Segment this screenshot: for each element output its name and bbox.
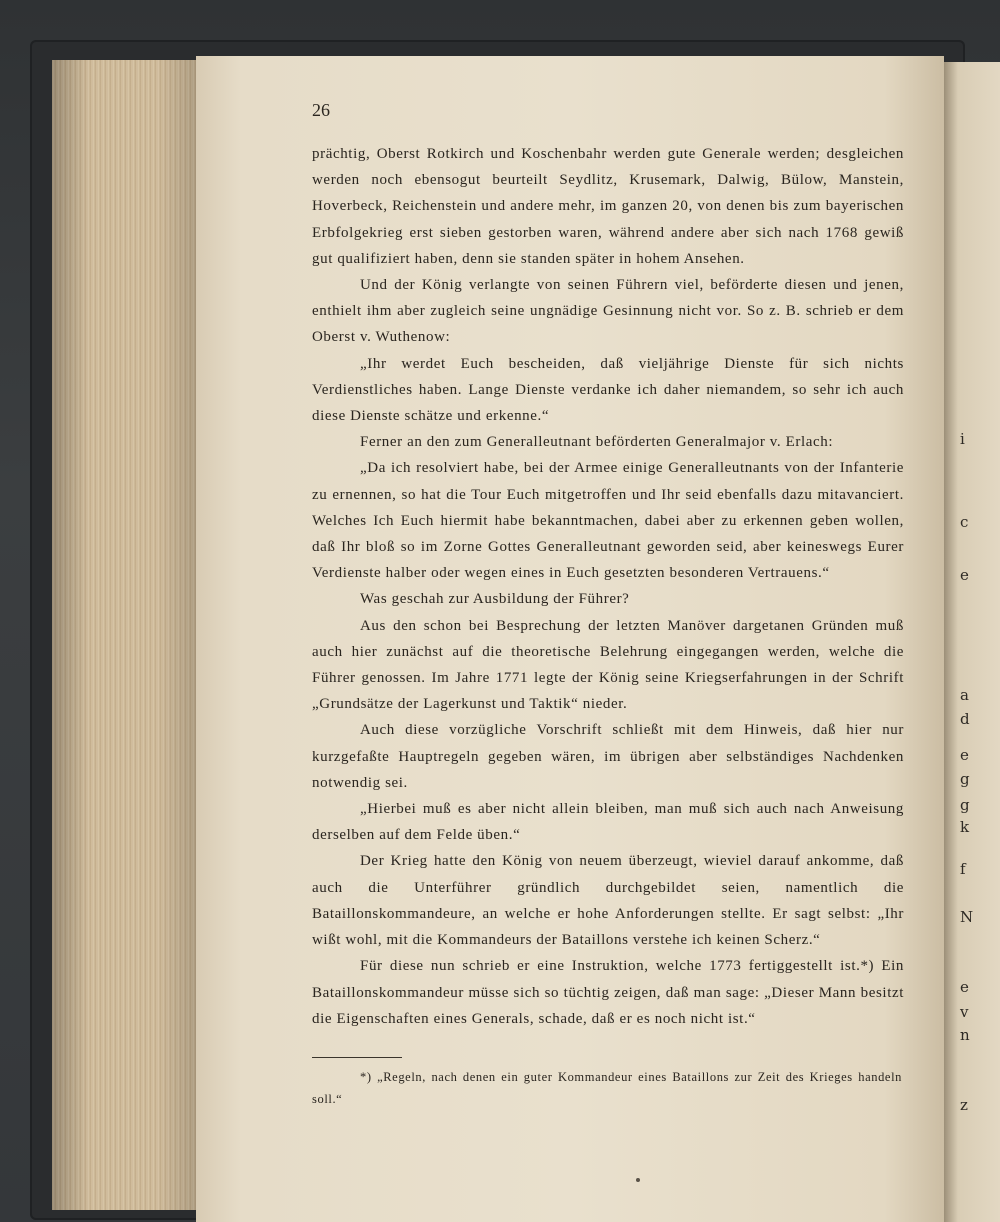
paragraph: Ferner an den zum Generalleutnant beförderten Generalmajor v. Erlach: (360, 434, 834, 451)
fragment: a (960, 686, 969, 704)
quotation: „Ihr werdet Euch bescheiden, daß vieljährige Dienste für sich nichts Verdienstliches haben. Lange Dienste verdanke ich daher niemandem, so sehr ich auch diese Dienste schätze und erkenne.“ (312, 355, 904, 425)
paragraph: prächtig, Oberst Rotkirch und Koschenbahr werden gute Generale werden; desgleichen werden noch ebensogut beurteilt Seydlitz, Krusemark, Dalwig, Bülow, Manstein, Hoverbeck, Reichenstein und andere mehr, im ganzen 20, von denen bis zum bayerischen Erbfolgekrieg erst sieben gestorben waren, während andere aber sich nach 1768 gewiß gut qualifiziert haben, denn sie standen später in hohem Ansehen. (312, 146, 904, 267)
fragment: N (960, 908, 974, 926)
fragment: e (960, 978, 969, 996)
paragraph: Der Krieg hatte den König von neuem überzeugt, wieviel darauf ankomme, daß auch die Unterführer gründlich durchgebildet seien, namentlich die Bataillonskommandeure, an welche er hohe Anforderungen stellte. Er sagt selbst: „Ihr wißt wohl, mit die Kommandeurs der Bataillons verstehe ich keinen Scherz.“ (312, 853, 904, 949)
body-text (312, 141, 904, 1032)
fragment: v (960, 1003, 969, 1021)
paragraph: Aus den schon bei Besprechung der letzten Manöver dargetanen Gründen muß auch hier zunächst auf die theoretische Belehrung eingegangen werden, welche die Führer genossen. Im Jahre 1771 legte der König seine Kriegserfahrungen in der Schrift „Grundsätze der Lagerkunst und Taktik“ nieder. (312, 617, 904, 713)
paragraph: Auch diese vorzügliche Vorschrift schließt mit dem Hinweis, daß hier nur kurzgefaßte Hauptregeln gegeben wären, im übrigen aber selbständiges Nachdenken notwendig sei. (312, 722, 904, 791)
paper-speck (636, 1178, 640, 1182)
fragment: c (960, 513, 969, 531)
fragment: g (960, 770, 970, 788)
quotation: „Hierbei muß es aber nicht allein bleiben, man muß sich auch nach Anweisung derselben auf dem Felde üben.“ (312, 801, 904, 844)
fragment: k (960, 818, 970, 836)
paragraph: Was geschah zur Ausbildung der Führer? (360, 591, 630, 608)
fragment: e (960, 746, 969, 764)
footnote: *) „Regeln, nach denen ein guter Kommandeur eines Bataillons zur Zeit des Krieges handeln soll.“ (312, 1070, 902, 1106)
page-number: 26 (312, 100, 330, 120)
footnote-divider (312, 1057, 402, 1058)
fragment: d (960, 710, 970, 728)
page-edges-shadow (52, 60, 202, 1210)
fragment: n (960, 1026, 970, 1044)
fragment: z (960, 1096, 968, 1114)
paragraph: Und der König verlangte von seinen Führern viel, beförderte diesen und jenen, enthielt ihm aber zugleich seine ungnädige Gesinnung nicht vor. So z. B. schrieb er dem Oberst v. Wuthenow: (312, 277, 904, 346)
paragraph: Für diese nun schrieb er eine Instruktion, welche 1773 fertiggestellt ist.*) Ein Bataillonskommandeur müsse sich so tüchtig zeigen, daß man sage: „Dieser Mann besitzt die Eigenschaften eines Generals, schade, daß er es noch nicht ist.“ (312, 958, 904, 1027)
facing-page-text-fragments (960, 0, 1000, 1222)
fragment: f (960, 860, 966, 878)
fragment: e (960, 566, 969, 584)
fragment: i (960, 430, 965, 448)
fragment: g (960, 796, 970, 814)
quotation: „Da ich resolviert habe, bei der Armee einige Generalleutnants von der Infanterie zu ernennen, so hat die Tour Euch mitgetroffen und Ihr seid ebenfalls dazu mitavanciert. Welches Ich Euch hiermit habe bekanntmachen, dabei aber zu erkennen geben wollen, daß Ihr bloß so im Zorne Gottes Generalleutnant geworden seid, aber keineswegs Eurer Verdienste halber oder wegen eines in Euch gesetzten besonderen Vertrauens.“ (312, 460, 904, 582)
